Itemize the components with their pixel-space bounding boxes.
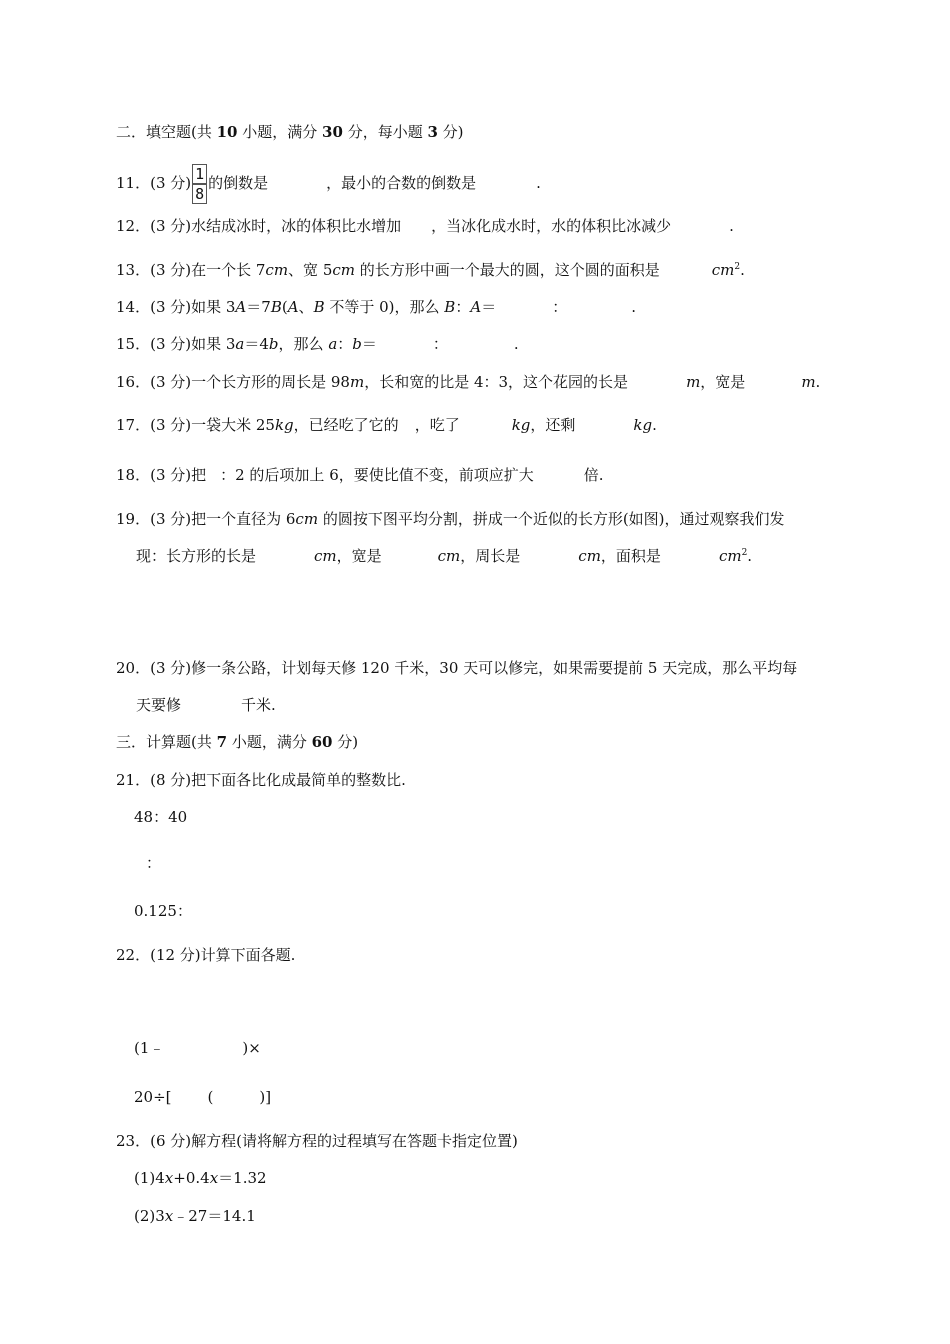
question-15: 15．(3 分)如果 3a＝4b，那么 a：b＝ ： .: [116, 335, 519, 353]
question-13: 13．(3 分)在一个长 7cm、宽 5cm 的长方形中画一个最大的圆，这个圆的面积是 $cm^2$.: [116, 261, 745, 279]
question-22-expr-1: (1﹣ )×: [134, 1039, 261, 1057]
question-21-ratio-3: 0.125：: [134, 902, 192, 920]
question-17: 17．(3 分)一袋大米 25kg，已经吃了它的 ，吃了 kg，还剩 kg.: [116, 416, 657, 434]
question-20: 20．(3 分)修一条公路，计划每天修 120 千米，30 天可以修完，如果需要提前 5 天完成，那么平均每: [116, 659, 798, 677]
question-21-ratio-2: ：: [146, 854, 162, 872]
question-19-cont: 现：长方形的长是 cm，宽是 cm，周长是 cm，面积是 $cm^2$.: [136, 547, 753, 565]
question-16: 16．(3 分)一个长方形的周长是 98m，长和宽的比是 4：3，这个花园的长是 m，宽是 m.: [116, 373, 821, 391]
question-22: 22．(12 分)计算下面各题.: [116, 946, 296, 964]
question-23: 23．(6 分)解方程(请将解方程的过程填写在答题卡指定位置): [116, 1132, 518, 1150]
section-2-title: 二．填空题(共 10 小题，满分 30 分，每小题 3 分): [116, 123, 464, 141]
question-23-eq-2: (2)3x﹣27＝14.1: [134, 1207, 256, 1225]
question-21: 21．(8 分)把下面各比化成最简单的整数比.: [116, 771, 406, 789]
question-20-cont: 天要修 千米.: [136, 696, 276, 714]
question-12: 12．(3 分)水结成冰时，冰的体积比水增加 ，当冰化成水时，水的体积比冰减少 .: [116, 217, 734, 235]
question-11: 11．(3 分) $\frac{1}{8}$ 的倒数是 ，最小的合数的倒数是 .: [116, 165, 541, 203]
section-3-title: 三．计算题(共 7 小题，满分 60 分): [116, 733, 359, 751]
question-22-expr-2: 20÷[ ( )]: [134, 1088, 272, 1106]
question-18: 18．(3 分)把 ：2 的后项加上 6，要使比值不变，前项应扩大 倍.: [116, 466, 604, 484]
question-23-eq-1: (1)4x+0.4x＝1.32: [134, 1169, 267, 1187]
question-19: 19．(3 分)把一个直径为 6cm 的圆按下图平均分割，拼成一个近似的长方形(如图)，通过观察我们发: [116, 510, 785, 528]
question-14: 14．(3 分)如果 3A＝7B(A、B 不等于 0)，那么 B：A＝ ： .: [116, 298, 636, 316]
fraction-1-8: $\frac{1}{8}$: [192, 164, 207, 204]
question-21-ratio-1: 48：40: [134, 808, 188, 826]
